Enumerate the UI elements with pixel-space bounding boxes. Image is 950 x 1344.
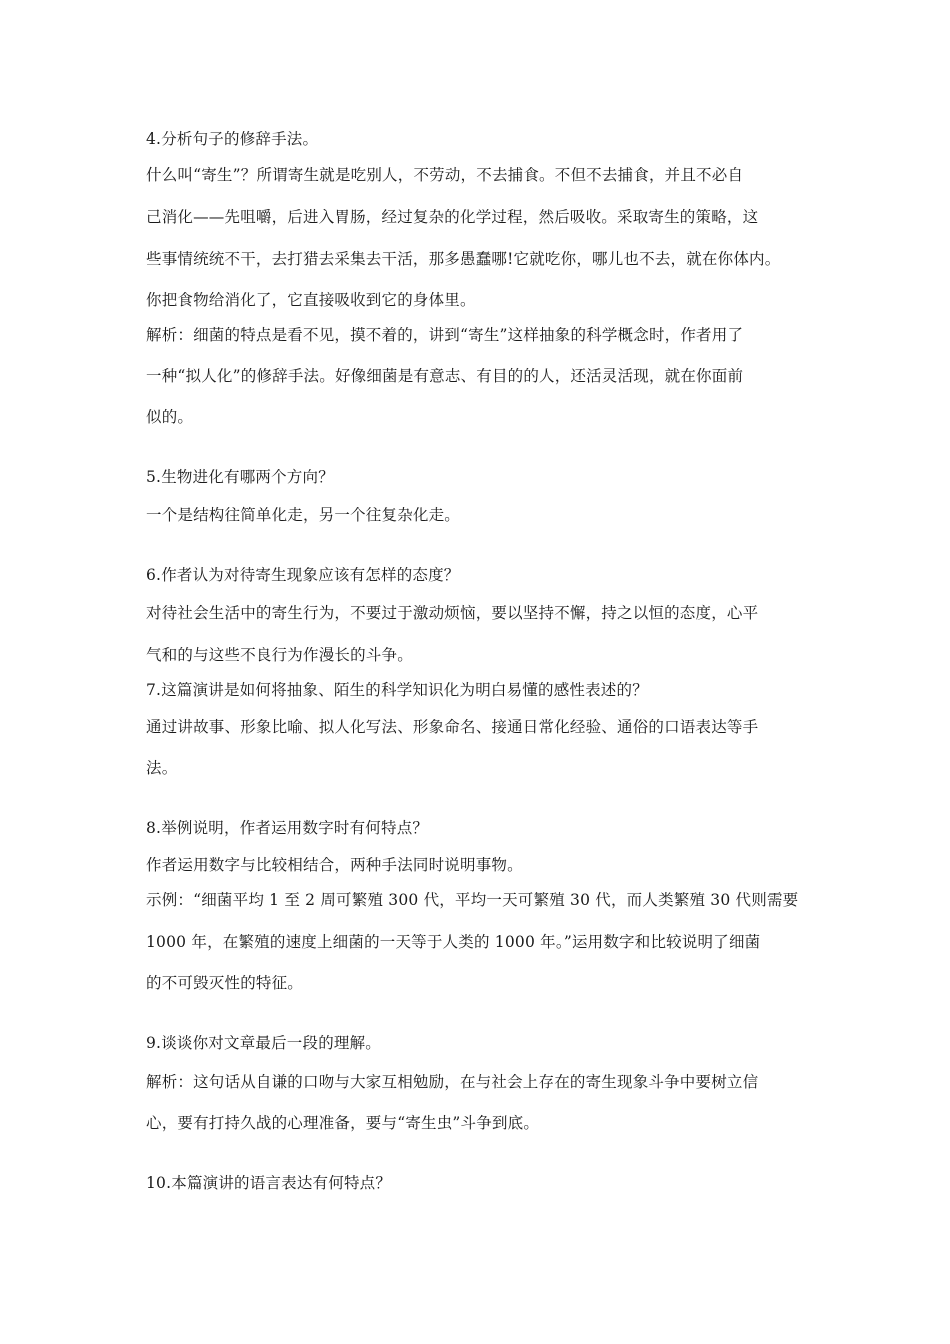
question-6-answer-line-2: 气和的与这些不良行为作漫长的斗争。: [146, 646, 413, 664]
question-8-answer: 作者运用数字与比较相结合，两种手法同时说明事物。: [146, 856, 523, 874]
question-7-answer-line-1: 通过讲故事、形象比喻、拟人化写法、形象命名、接通日常化经验、通俗的口语表达等手: [146, 718, 759, 736]
question-9-analysis-line-2: 心，要有打持久战的心理准备，要与“寄生虫”斗争到底。: [146, 1114, 540, 1132]
question-8-example-line-2: 1000 年，在繁殖的速度上细菌的一天等于人类的 1000 年。”运用数字和比较说明了细菌: [146, 933, 761, 951]
question-4-passage-line-2: 己消化——先咀嚼，后进入胃肠，经过复杂的化学过程，然后吸收。采取寄生的策略，这: [146, 208, 759, 226]
question-9-analysis-line-1: 解析：这句话从自谦的口吻与大家互相勉励，在与社会上存在的寄生现象斗争中要树立信: [146, 1073, 759, 1091]
question-5-answer: 一个是结构往简单化走，另一个往复杂化走。: [146, 506, 461, 524]
question-5-heading: 5.生物进化有哪两个方向？: [146, 468, 334, 486]
question-6-heading: 6.作者认为对待寄生现象应该有怎样的态度？: [146, 566, 460, 584]
question-6-answer-line-1: 对待社会生活中的寄生行为，不要过于激动烦恼，要以坚持不懈，持之以恒的态度，心平: [146, 604, 759, 622]
question-7-heading: 7.这篇演讲是如何将抽象、陌生的科学知识化为明白易懂的感性表述的？: [146, 681, 648, 699]
question-4-analysis-line-2: 一种“拟人化”的修辞手法。好像细菌是有意志、有目的的人，还活灵活现，就在你面前: [146, 367, 744, 385]
question-4-passage-line-1: 什么叫“寄生”？所谓寄生就是吃别人，不劳动，不去捕食。不但不去捕食，并且不必自: [146, 166, 744, 184]
question-4-heading: 4.分析句子的修辞手法。: [146, 130, 319, 148]
question-4-analysis-line-1: 解析：细菌的特点是看不见，摸不着的，讲到“寄生”这样抽象的科学概念时，作者用了: [146, 326, 744, 344]
question-4-passage-line-4: 你把食物给消化了，它直接吸收到它的身体里。: [146, 291, 476, 309]
question-4-analysis-line-3: 似的。: [146, 408, 194, 426]
question-9-heading: 9.谈谈你对文章最后一段的理解。: [146, 1034, 381, 1052]
question-8-heading: 8.举例说明，作者运用数字时有何特点？: [146, 819, 429, 837]
question-7-answer-line-2: 法。: [146, 759, 178, 777]
question-10-heading: 10.本篇演讲的语言表达有何特点？: [146, 1174, 392, 1192]
question-8-example-line-1: 示例：“细菌平均 1 至 2 周可繁殖 300 代，平均一天可繁殖 30 代，而人类繁殖 30 代则需要: [146, 891, 799, 909]
question-4-passage-line-3: 些事情统统不干，去打猎去采集去干活，那多愚蠢哪!它就吃你，哪儿也不去，就在你体内。: [146, 250, 781, 268]
question-8-example-line-3: 的不可毁灭性的特征。: [146, 974, 304, 992]
